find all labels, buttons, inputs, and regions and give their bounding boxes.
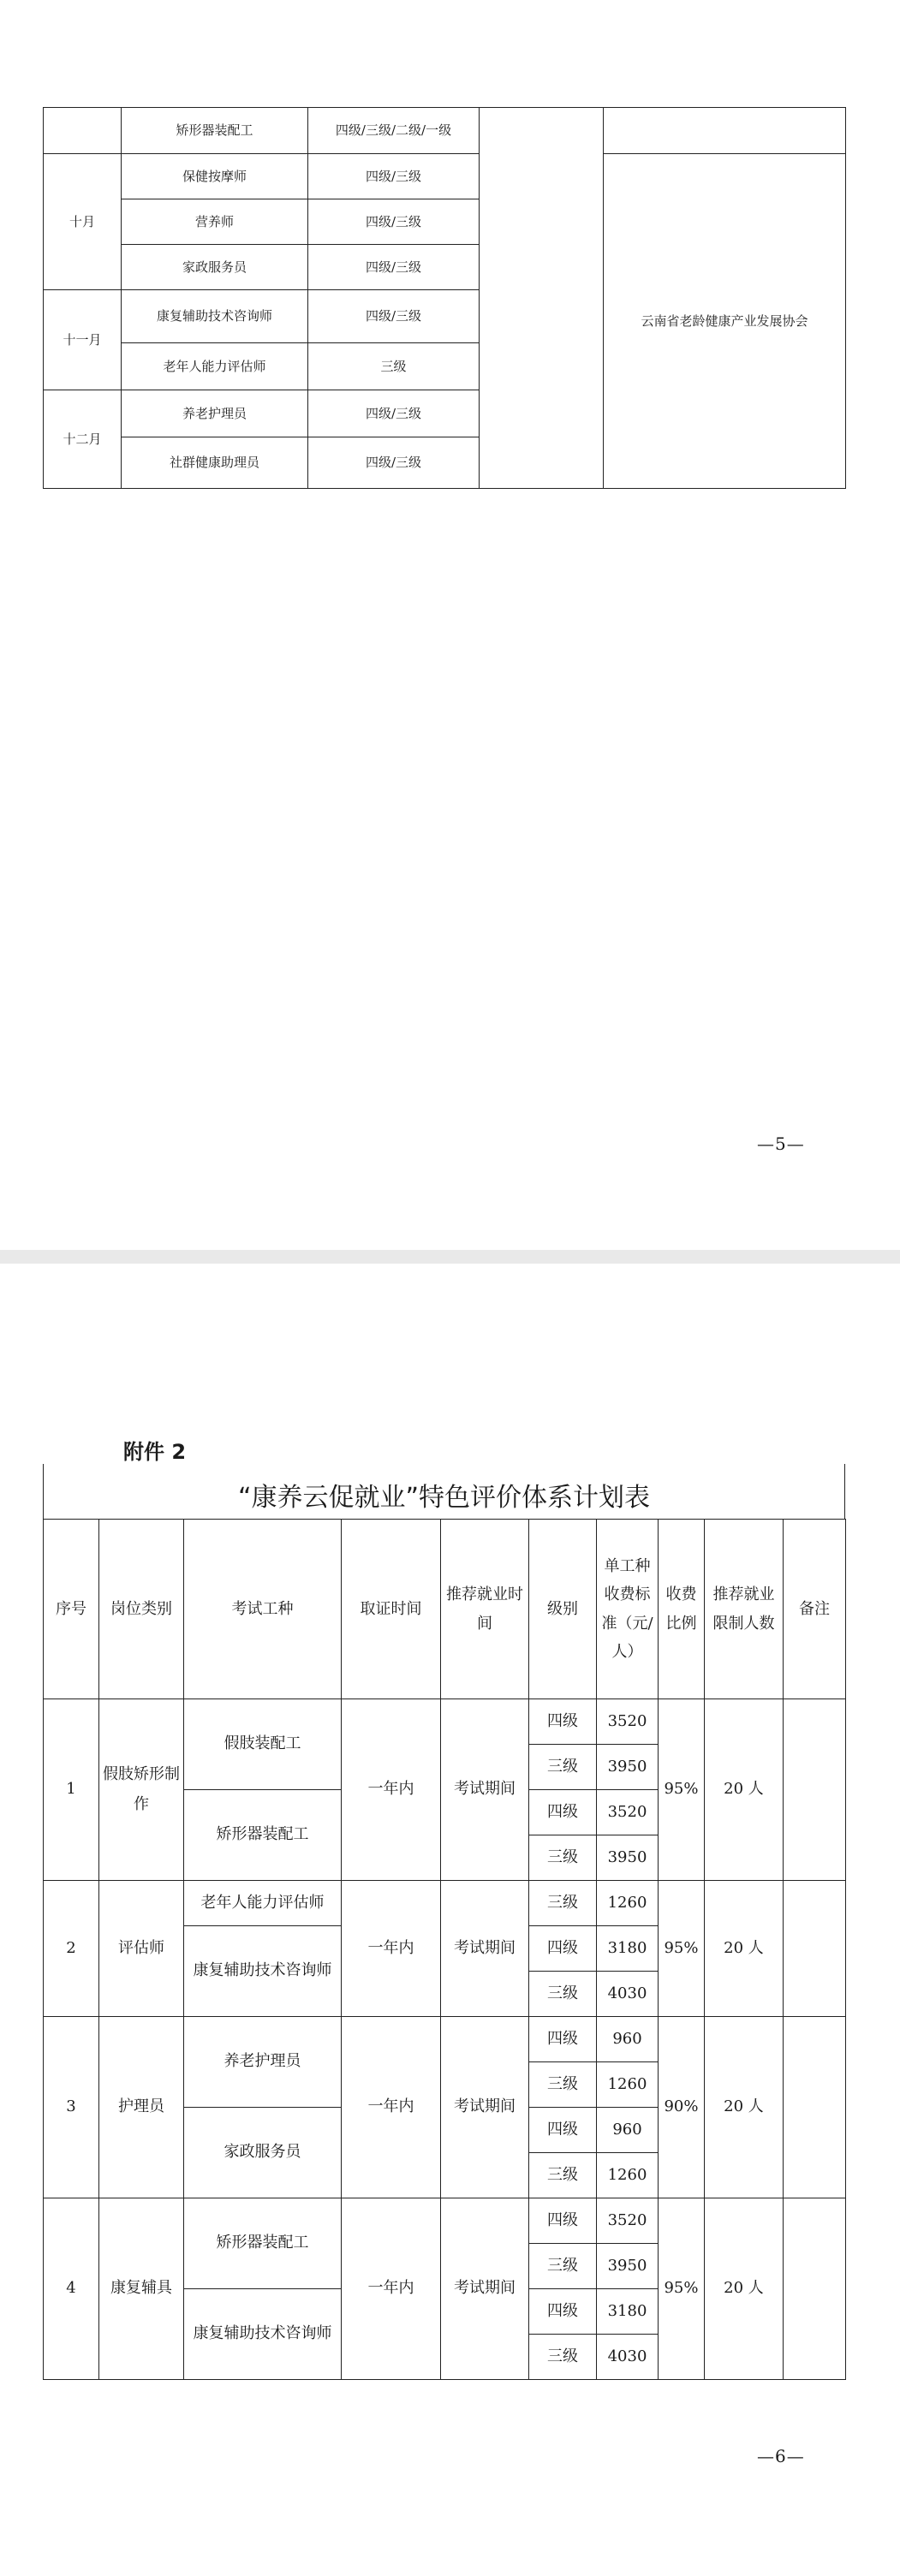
header-exam-job: 考试工种 (184, 1520, 342, 1699)
fee-cell: 3520 (597, 1790, 659, 1835)
levels-cell: 三级 (308, 343, 480, 390)
fee-cell: 4030 (597, 2335, 659, 2380)
job-cell: 矫形器装配工 (122, 108, 308, 154)
limit-cell: 20 人 (705, 1881, 784, 2017)
organizer-cell: 云南省老龄健康产业发展协会 (604, 154, 846, 489)
table-row (44, 108, 846, 154)
fee-cell: 3950 (597, 2244, 659, 2289)
rec-time-cell: 考试期间 (441, 1699, 529, 1881)
fee-cell: 960 (597, 2017, 659, 2062)
limit-cell: 20 人 (705, 2198, 784, 2380)
table-row (44, 1699, 846, 1745)
level-cell: 四级 (529, 2198, 597, 2244)
exam-job-cell: 矫形器装配工 (184, 1790, 342, 1881)
seq-cell: 3 (44, 2017, 99, 2198)
job-cell: 康复辅助技术咨询师 (122, 290, 308, 343)
level-cell: 四级 (529, 2108, 597, 2153)
level-cell: 三级 (529, 1972, 597, 2017)
cert-time-cell: 一年内 (342, 1881, 441, 2017)
levels-cell: 四级/三级 (308, 437, 480, 489)
header-fee: 单工种收费标准（元/人） (597, 1520, 659, 1699)
rec-time-cell: 考试期间 (441, 2198, 529, 2380)
ratio-cell: 95% (659, 2198, 705, 2380)
table-row (44, 1881, 846, 1926)
month-cell (44, 108, 122, 154)
page-number: —6— (757, 2446, 805, 2466)
exam-job-cell: 老年人能力评估师 (184, 1881, 342, 1926)
level-cell: 三级 (529, 2153, 597, 2198)
empty-cell (480, 108, 604, 489)
exam-job-cell: 康复辅助技术咨询师 (184, 2289, 342, 2380)
note-cell (784, 1699, 846, 1881)
exam-job-cell: 假肢装配工 (184, 1699, 342, 1790)
job-cell: 老年人能力评估师 (122, 343, 308, 390)
evaluation-plan-table (43, 1519, 846, 2380)
month-cell: 十月 (44, 154, 122, 290)
fee-cell: 3520 (597, 2198, 659, 2244)
page-title: “康养云促就业”特色评价体系计划表 (237, 1483, 651, 1513)
level-cell: 三级 (529, 1745, 597, 1790)
exam-job-cell: 矫形器装配工 (184, 2198, 342, 2289)
level-cell: 四级 (529, 2017, 597, 2062)
job-cell: 养老护理员 (122, 390, 308, 437)
table-row (44, 154, 846, 199)
fee-cell: 4030 (597, 1972, 659, 2017)
levels-cell: 四级/三级 (308, 390, 480, 437)
levels-cell: 四级/三级 (308, 154, 480, 199)
fee-cell: 960 (597, 2108, 659, 2153)
ratio-cell: 90% (659, 2017, 705, 2198)
note-cell (784, 2198, 846, 2380)
cert-time-cell: 一年内 (342, 2198, 441, 2380)
schedule-table-continued (43, 107, 846, 489)
exam-job-cell: 养老护理员 (184, 2017, 342, 2108)
note-cell (784, 1881, 846, 2017)
header-level: 级别 (529, 1520, 597, 1699)
levels-cell: 四级/三级/二级/一级 (308, 108, 480, 154)
job-cell: 家政服务员 (122, 245, 308, 290)
job-cell: 保健按摩师 (122, 154, 308, 199)
header-row (44, 1520, 846, 1699)
fee-cell: 3950 (597, 1835, 659, 1881)
job-cell: 社群健康助理员 (122, 437, 308, 489)
limit-cell: 20 人 (705, 2017, 784, 2198)
category-cell: 护理员 (99, 2017, 184, 2198)
category-cell: 假肢矫形制作 (99, 1699, 184, 1881)
seq-cell: 4 (44, 2198, 99, 2380)
header-ratio: 收费比例 (659, 1520, 705, 1699)
header-seq: 序号 (44, 1520, 99, 1699)
levels-cell: 四级/三级 (308, 199, 480, 245)
header-category: 岗位类别 (99, 1520, 184, 1699)
fee-cell: 1260 (597, 1881, 659, 1926)
header-rec-time: 推荐就业时间 (441, 1520, 529, 1699)
limit-cell: 20 人 (705, 1699, 784, 1881)
category-cell: 评估师 (99, 1881, 184, 2017)
level-cell: 三级 (529, 2062, 597, 2108)
exam-job-cell: 家政服务员 (184, 2108, 342, 2198)
month-cell: 十一月 (44, 290, 122, 390)
fee-cell: 1260 (597, 2062, 659, 2108)
cert-time-cell: 一年内 (342, 1699, 441, 1881)
rec-time-cell: 考试期间 (441, 1881, 529, 2017)
ratio-cell: 95% (659, 1699, 705, 1881)
level-cell: 三级 (529, 1881, 597, 1926)
header-limit: 推荐就业限制人数 (705, 1520, 784, 1699)
fee-cell: 1260 (597, 2153, 659, 2198)
month-cell: 十二月 (44, 390, 122, 489)
levels-cell: 四级/三级 (308, 290, 480, 343)
levels-cell: 四级/三级 (308, 245, 480, 290)
empty-cell (604, 108, 846, 154)
annex-label: 附件 2 (123, 1440, 187, 1464)
exam-job-cell: 康复辅助技术咨询师 (184, 1926, 342, 2017)
level-cell: 三级 (529, 2335, 597, 2380)
table-row (44, 2017, 846, 2062)
category-cell: 康复辅具 (99, 2198, 184, 2380)
level-cell: 四级 (529, 1699, 597, 1745)
rec-time-cell: 考试期间 (441, 2017, 529, 2198)
job-cell: 营养师 (122, 199, 308, 245)
level-cell: 三级 (529, 1835, 597, 1881)
page-number: —5— (757, 1133, 805, 1154)
seq-cell: 2 (44, 1881, 99, 2017)
level-cell: 四级 (529, 1790, 597, 1835)
level-cell: 四级 (529, 2289, 597, 2335)
fee-cell: 3520 (597, 1699, 659, 1745)
seq-cell: 1 (44, 1699, 99, 1881)
header-note: 备注 (784, 1520, 846, 1699)
level-cell: 四级 (529, 1926, 597, 1972)
header-cert-time: 取证时间 (342, 1520, 441, 1699)
fee-cell: 3950 (597, 1745, 659, 1790)
table-row (44, 2198, 846, 2244)
note-cell (784, 2017, 846, 2198)
page-5 (0, 0, 900, 1250)
ratio-cell: 95% (659, 1881, 705, 2017)
page-separator (0, 1250, 900, 1264)
fee-cell: 3180 (597, 1926, 659, 1972)
fee-cell: 3180 (597, 2289, 659, 2335)
level-cell: 三级 (529, 2244, 597, 2289)
cert-time-cell: 一年内 (342, 2017, 441, 2198)
title-box (43, 1464, 845, 1519)
